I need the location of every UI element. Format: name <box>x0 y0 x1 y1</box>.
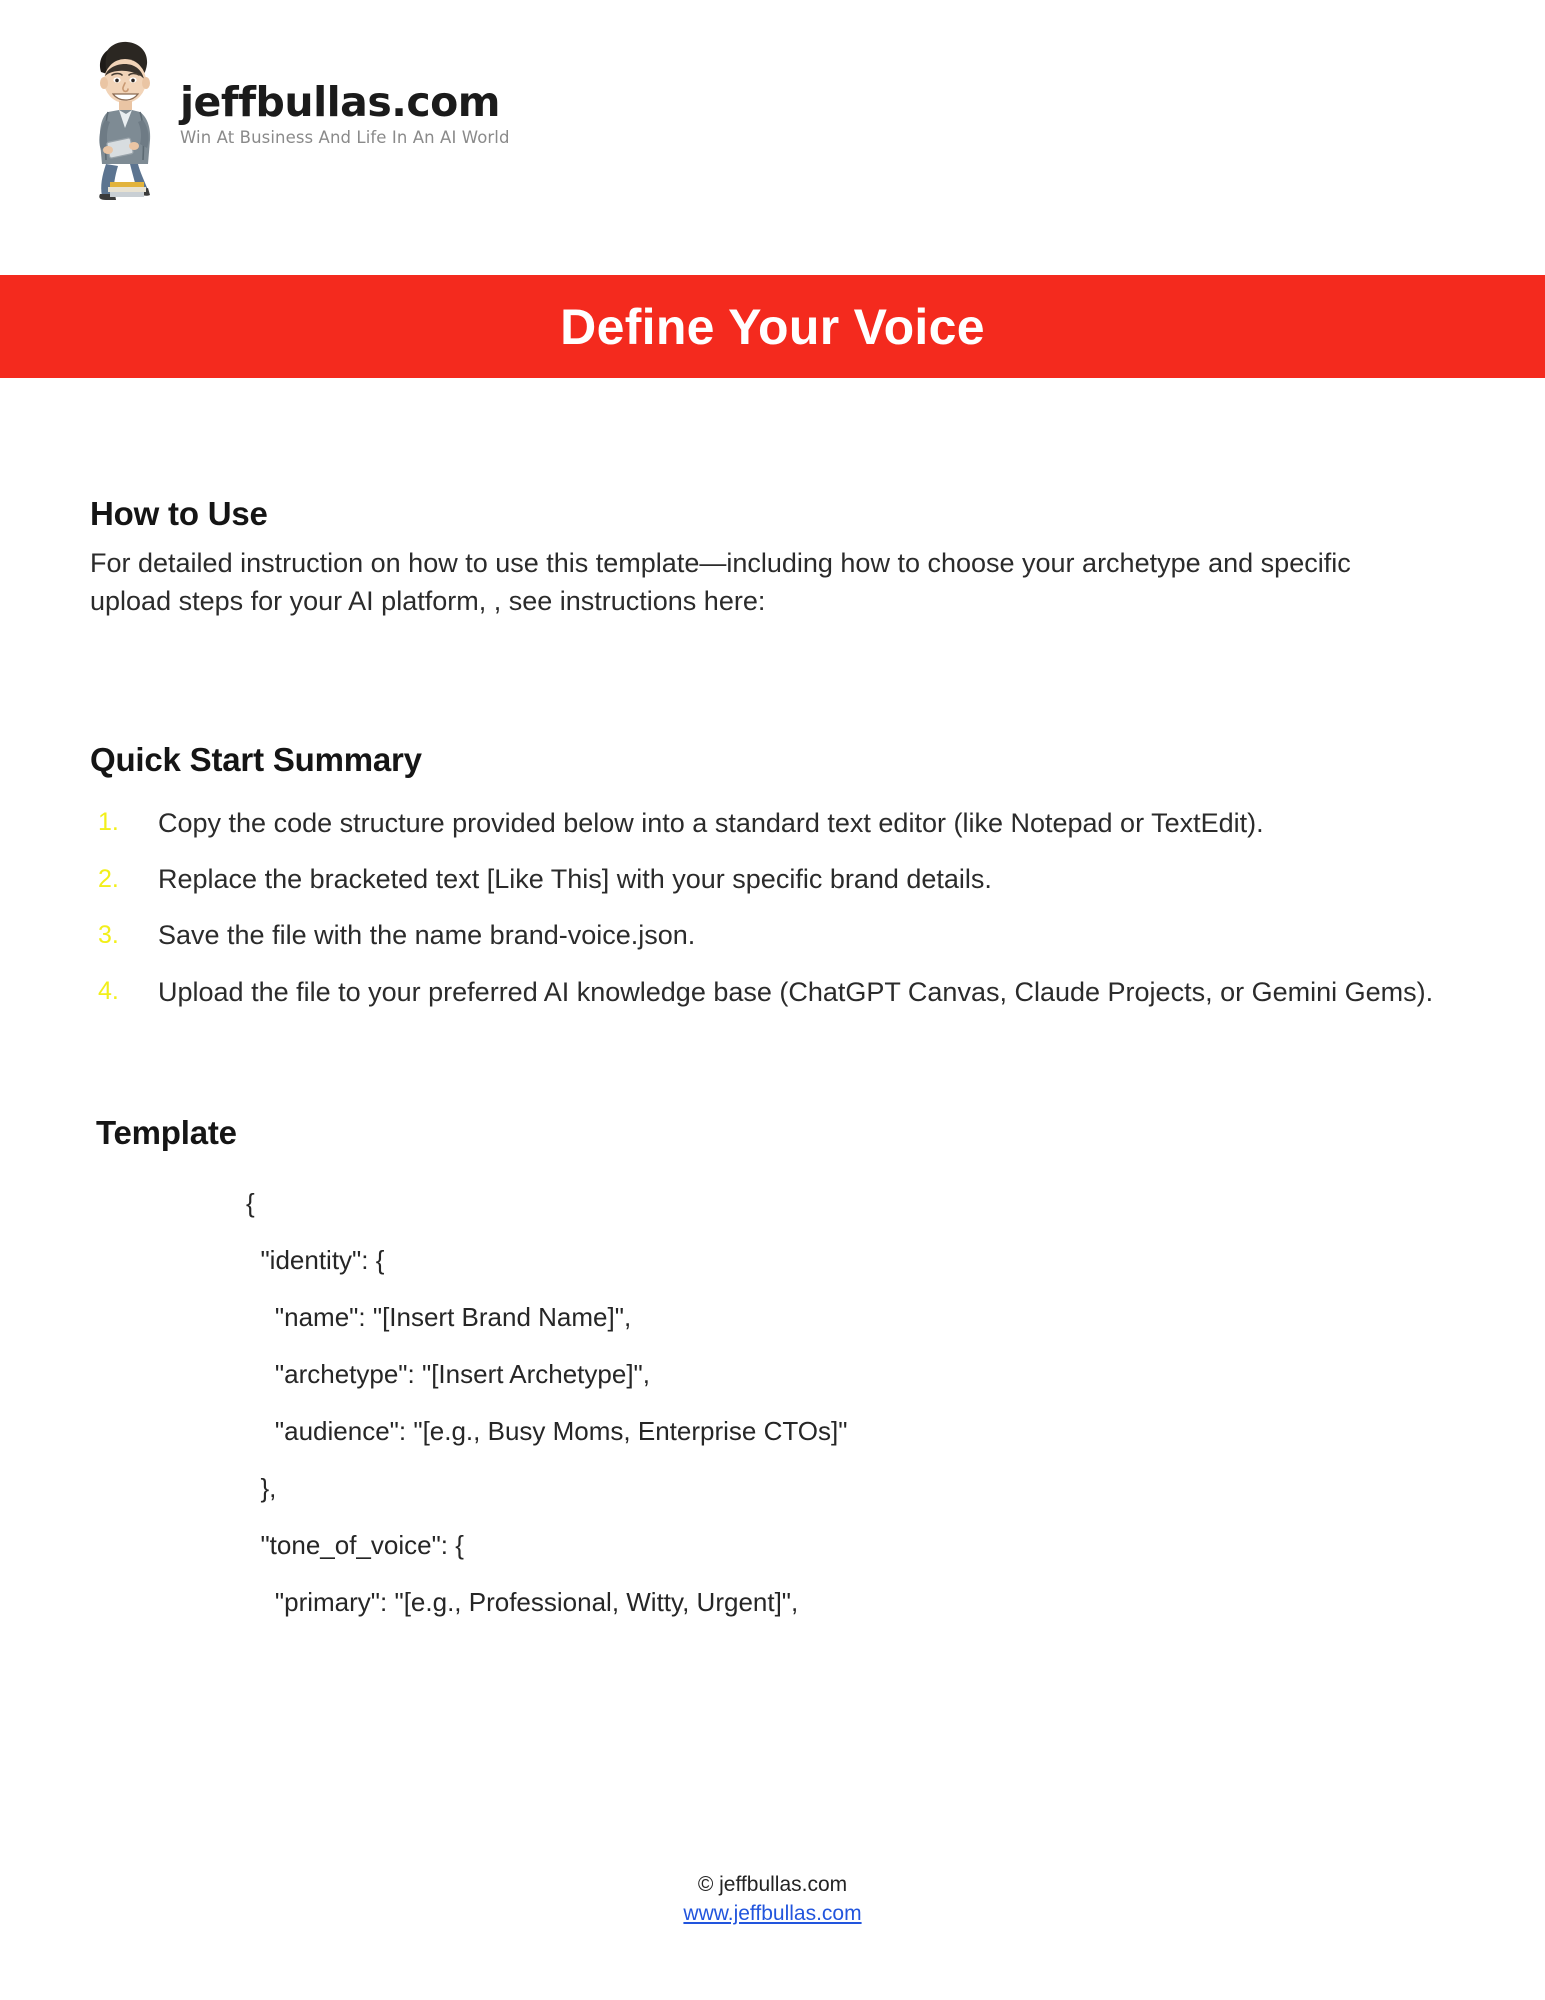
list-item-text: Replace the bracketed text [Like This] with your specific brand details. <box>158 863 992 894</box>
how-to-use-section <box>90 494 1420 620</box>
list-item <box>90 804 1450 842</box>
site-logo[interactable] <box>88 36 510 201</box>
page-header <box>0 0 1545 275</box>
how-to-use-paragraph: For detailed instruction on how to use this template—including how to choose your archetype and specific upload steps for your AI platform, , see instructions here: <box>90 547 1351 616</box>
jeffbullas-caricature-logo-icon <box>88 36 166 201</box>
title-banner <box>0 275 1545 378</box>
list-item-marker: 2. <box>98 864 119 893</box>
footer-website-link[interactable]: www.jeffbullas.com <box>683 1902 862 1926</box>
page-footer <box>0 1872 1545 1929</box>
code-line: }, <box>246 1473 277 1504</box>
brand-tagline: Win At Business And Life In An AI World <box>180 128 510 147</box>
template-code-block[interactable] <box>96 1175 1496 1631</box>
list-item-marker: 1. <box>98 808 119 837</box>
list-item-text: Copy the code structure provided below into a standard text editor (like Notepad or TextEdit). <box>158 807 1264 838</box>
code-line: "audience": "[e.g., Busy Moms, Enterprise CTOs]" <box>246 1416 848 1447</box>
quick-start-heading: Quick Start Summary <box>90 741 422 778</box>
code-line: { <box>246 1188 255 1219</box>
template-heading: Template <box>96 1114 237 1151</box>
quick-start-list <box>90 804 1450 1011</box>
code-line: "name": "[Insert Brand Name]", <box>246 1302 632 1333</box>
page-title: Define Your Voice <box>560 298 985 355</box>
template-section <box>96 1113 1496 1631</box>
list-item-marker: 3. <box>98 920 119 949</box>
list-item-marker: 4. <box>98 977 119 1006</box>
list-item <box>90 973 1450 1011</box>
list-item-text: Upload the file to your preferred AI knowledge base (ChatGPT Canvas, Claude Projects, or Gemini Gems). <box>158 976 1434 1007</box>
brand-name: jeffbullas.com <box>180 78 501 126</box>
code-line: "identity": { <box>246 1245 385 1276</box>
list-item <box>90 860 1450 898</box>
quick-start-section <box>90 740 1450 1029</box>
logo-wordmark <box>180 36 510 147</box>
code-line: "archetype": "[Insert Archetype]", <box>246 1359 650 1390</box>
code-line: "tone_of_voice": { <box>246 1530 464 1561</box>
list-item-text: Save the file with the name brand-voice.json. <box>158 920 696 951</box>
how-to-use-heading: How to Use <box>90 495 268 532</box>
code-line: "primary": "[e.g., Professional, Witty, Urgent]", <box>246 1587 799 1618</box>
footer-copyright: © jeffbullas.com <box>697 1873 848 1896</box>
list-item <box>90 916 1450 954</box>
